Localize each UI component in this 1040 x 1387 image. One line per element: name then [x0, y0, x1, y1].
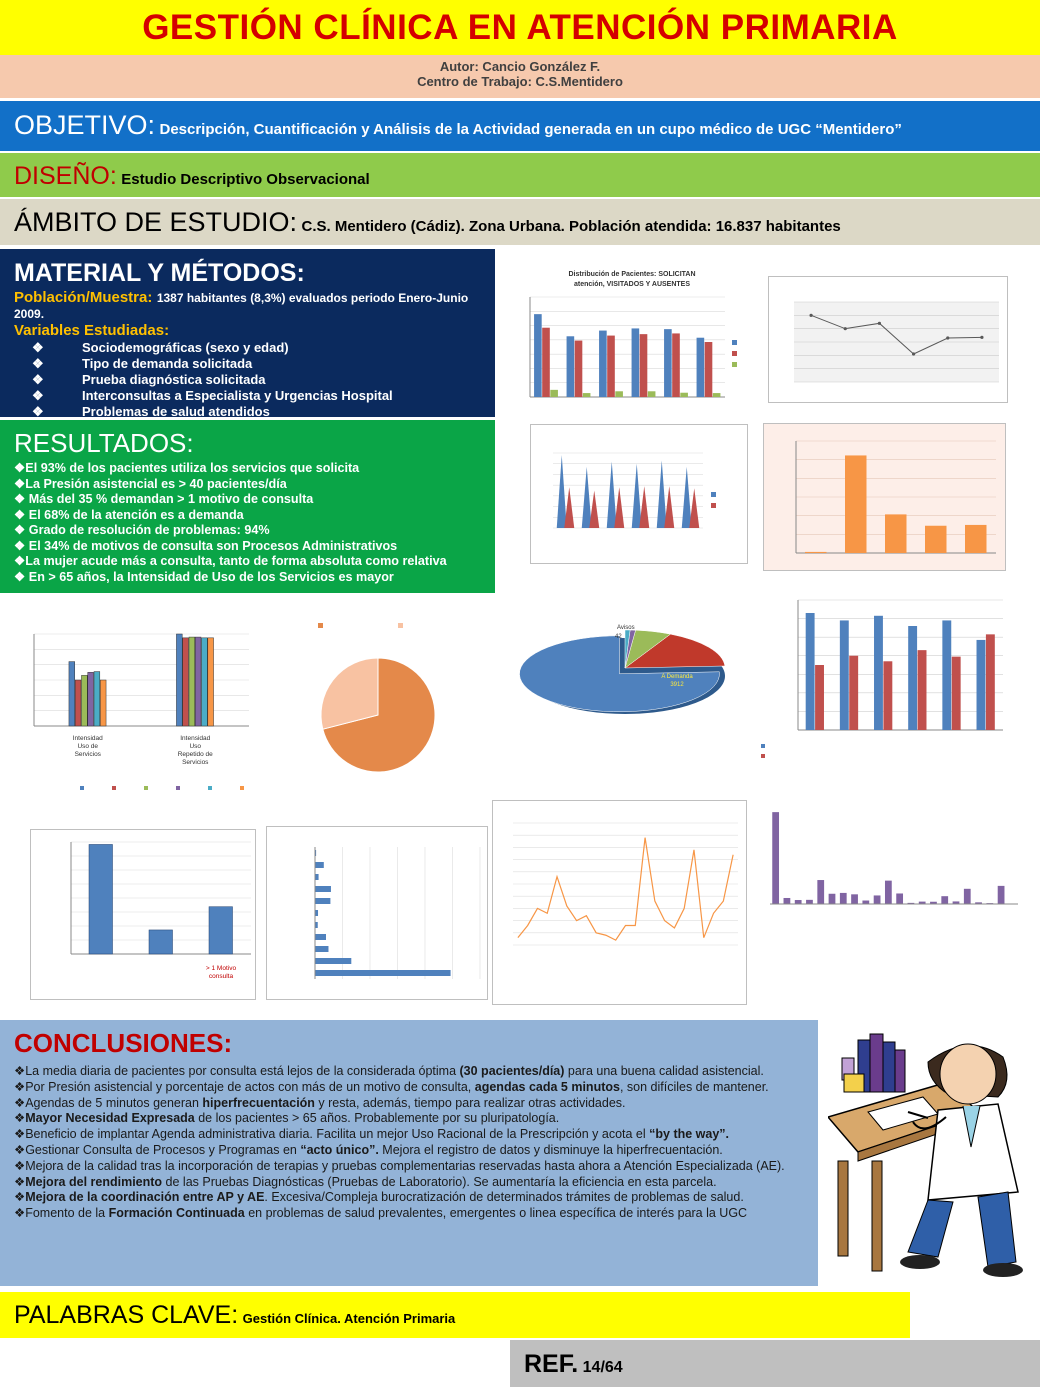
- bar: [874, 616, 883, 730]
- conclusions-heading: CONCLUSIONES:: [14, 1028, 233, 1058]
- conclusion-text: agendas cada 5 minutos: [474, 1079, 620, 1094]
- data-label: A Demanda: [661, 674, 693, 680]
- chart-motivo: [764, 787, 1021, 947]
- bar: [648, 391, 656, 397]
- list-item: ❖ Grado de resolución de problemas: 94%: [14, 523, 270, 537]
- legend-swatch: [318, 623, 323, 628]
- variable-text: Tipo de demanda solicitada: [82, 356, 253, 371]
- bar: [550, 390, 558, 397]
- variables-label: Variables Estudiadas:: [14, 322, 170, 339]
- bar: [657, 461, 667, 529]
- bar: [557, 455, 567, 528]
- conclusion-text: ❖Agendas de 5 minutos generan: [14, 1095, 203, 1110]
- list-item: [14, 388, 481, 404]
- list-item: ❖ El 68% de la atención es a demanda: [14, 507, 244, 522]
- chart-title: atención, VISITADOS Y AUSENTES: [573, 281, 691, 288]
- conclusion-text: “acto único”.: [300, 1142, 379, 1157]
- category-label: Uso: [189, 743, 202, 750]
- list-item: ❖La mujer acude más a consulta, tanto de forma absoluta como relativa: [14, 554, 447, 568]
- legend-swatch: [80, 786, 84, 790]
- methods-panel: [0, 249, 495, 417]
- methods-heading: MATERIAL Y MÉTODOS:: [14, 259, 305, 287]
- bar: [977, 640, 986, 730]
- chart-sexo: [530, 424, 748, 564]
- conclusion-text: en problemas de salud prevalentes, emergentes o linea específica de interés para la UGC: [244, 1206, 748, 1221]
- legend-swatch: [732, 362, 737, 367]
- conclusion-text: de los pacientes > 65 años. Probablemente por su pluripatología.: [194, 1111, 560, 1126]
- list-item: [14, 1206, 804, 1222]
- bar: [885, 881, 892, 904]
- list-item: ❖ En > 65 años, la Intensidad de Uso de los Servicios es mayor: [14, 569, 394, 584]
- bar: [615, 391, 623, 397]
- bar: [805, 552, 827, 553]
- variable-text: Interconsultas a Especialista y Urgencias Hospital: [82, 388, 393, 403]
- data-label: 42: [615, 634, 622, 640]
- bar: [542, 328, 550, 397]
- bar: [883, 661, 892, 730]
- bar: [998, 886, 1005, 904]
- bar: [607, 462, 617, 528]
- bar: [176, 634, 182, 726]
- bar: [614, 487, 624, 528]
- bar: [315, 874, 319, 880]
- chart-distribucion: [505, 265, 760, 415]
- conclusion-text: ❖: [14, 1174, 26, 1189]
- poster-title: GESTIÓN CLÍNICA EN ATENCIÓN PRIMARIA: [142, 8, 898, 47]
- bar: [941, 896, 948, 904]
- bar: [94, 672, 100, 726]
- bullet: ❖: [32, 340, 44, 355]
- conclusion-text: Mejora de la coordinación entre AP y AE: [25, 1190, 265, 1205]
- category-label: > 1 Motivo: [205, 965, 237, 972]
- list-item: [14, 1143, 804, 1159]
- variables-list: [14, 340, 481, 417]
- chart-uso-relativo: [758, 592, 1010, 764]
- bar: [840, 620, 849, 730]
- bar: [640, 334, 648, 397]
- bullet: ❖: [32, 388, 44, 403]
- bar: [952, 657, 961, 730]
- legend-swatch: [732, 351, 737, 356]
- conclusion-text: hiperfrecuentación: [202, 1095, 315, 1110]
- list-item: [14, 340, 481, 356]
- results-list: [14, 461, 481, 585]
- data-label: Avisos: [617, 625, 635, 631]
- results-heading: RESULTADOS:: [14, 428, 194, 458]
- data-point: [844, 327, 847, 330]
- bar: [315, 946, 328, 952]
- population-text: 1387 habitantes (8,3%) evaluados periodo Enero-Junio 2009.: [14, 291, 469, 321]
- legend-swatch: [208, 786, 212, 790]
- conclusion-text: para una buena calidad asistencial.: [564, 1064, 764, 1078]
- author-name: Autor: Cancio González F.: [439, 59, 601, 74]
- category-label: Uso de: [77, 743, 99, 750]
- conclusion-text: y resta, además, tiempo para realizar otras actividades.: [314, 1095, 626, 1110]
- bar: [829, 894, 836, 904]
- conclusion-text: Mejora del rendimiento: [25, 1174, 163, 1189]
- ref-number: 14/64: [582, 1359, 623, 1376]
- legend-swatch: [761, 754, 765, 758]
- bar: [851, 894, 858, 904]
- bar: [908, 626, 917, 730]
- category-label: consulta: [208, 973, 234, 980]
- bar: [964, 889, 971, 904]
- list-item: [14, 1064, 804, 1080]
- title-band: [0, 0, 1040, 55]
- results-panel: [0, 420, 495, 593]
- bar: [815, 665, 824, 730]
- legend-swatch: [240, 786, 244, 790]
- workplace: Centro de Trabajo: C.S.Mentidero: [417, 74, 623, 89]
- chart-edad: [763, 423, 1006, 571]
- bar: [672, 333, 680, 397]
- list-item: [14, 1096, 804, 1112]
- variable-text: Problemas de salud atendidos: [82, 404, 270, 417]
- keywords-band: [0, 1292, 910, 1338]
- chart-veces: [12, 612, 262, 799]
- conclusions-list: [14, 1064, 804, 1222]
- conclusion-text: Mayor Necesidad Expresada: [25, 1111, 195, 1126]
- list-item: [14, 404, 481, 417]
- bullet: ❖: [32, 372, 44, 387]
- conclusion-text: . Excesiva/Compleja burocratización de determinados trámites de problemas de salud.: [264, 1190, 744, 1205]
- category-label: Servicios: [74, 751, 101, 758]
- bar: [88, 672, 94, 726]
- ref-label: REF.: [524, 1350, 579, 1378]
- bullet: ❖: [32, 356, 44, 371]
- category-label: Intensidad: [180, 735, 211, 742]
- bar: [100, 680, 106, 726]
- conclusion-text: ❖: [14, 1111, 26, 1126]
- list-item: [14, 1111, 804, 1127]
- bar: [315, 958, 351, 964]
- doctor-illustration: [828, 1022, 1038, 1287]
- data-point: [980, 336, 983, 339]
- bar: [965, 525, 987, 553]
- bar: [202, 638, 208, 726]
- bar: [849, 656, 858, 730]
- conclusion-text: ❖La media diaria de pacientes por consulta está lejos de la considerada óptima: [14, 1064, 460, 1078]
- scope-text: C.S. Mentidero (Cádiz). Zona Urbana. Población atendida: 16.837 habitantes: [301, 218, 841, 235]
- list-item: [14, 372, 481, 388]
- design-band: [0, 153, 1040, 197]
- list-item: ❖ Más del 35 % demandan > 1 motivo de consulta: [14, 492, 314, 506]
- series-line: [518, 838, 733, 940]
- bar: [183, 638, 189, 726]
- list-item: [14, 1175, 804, 1191]
- bar: [942, 620, 951, 730]
- bar: [315, 862, 324, 868]
- conclusion-text: ❖Fomento de la: [14, 1206, 109, 1221]
- objective-label: OBJETIVO:: [14, 110, 156, 140]
- conclusion-text: ❖Mejora de la calidad tras la incorporación de terapias y pruebas complementarias reservadas hasta ahora a Atención Especializada (AE).: [14, 1158, 785, 1173]
- keywords-label: PALABRAS CLAVE:: [14, 1301, 239, 1329]
- bar: [209, 907, 233, 954]
- bar: [772, 812, 779, 904]
- bar: [885, 514, 907, 553]
- bar: [564, 487, 574, 528]
- legend-swatch: [711, 492, 716, 497]
- legend-swatch: [398, 623, 403, 628]
- bar: [918, 650, 927, 730]
- conclusion-text: de las Pruebas Diagnósticas (Pruebas de Laboratorio). Se aumentaría la eficiencia en esta parcela.: [162, 1174, 717, 1189]
- bar: [534, 314, 542, 397]
- bar: [575, 341, 583, 397]
- data-point: [912, 352, 915, 355]
- bar: [896, 893, 903, 904]
- data-point: [946, 336, 949, 339]
- bar: [874, 895, 881, 904]
- category-label: Repetido de: [177, 751, 213, 758]
- data-label: 3912: [670, 682, 684, 688]
- conclusion-text: (30 pacientes/día): [459, 1064, 565, 1078]
- conclusions-panel: [0, 1020, 818, 1286]
- bar: [840, 893, 847, 904]
- legend-swatch: [144, 786, 148, 790]
- bar: [784, 898, 791, 904]
- list-item: [14, 356, 481, 372]
- chart-demanda: [505, 620, 750, 725]
- design-text: Estudio Descriptivo Observacional: [121, 171, 370, 188]
- scope-label: ÁMBITO DE ESTUDIO:: [14, 207, 298, 237]
- variable-text: Sociodemográficas (sexo y edad): [82, 340, 289, 355]
- bar: [697, 338, 705, 397]
- bar: [582, 467, 592, 528]
- legend-swatch: [711, 503, 716, 508]
- legend-swatch: [761, 744, 765, 748]
- bar: [664, 329, 672, 397]
- bar: [69, 662, 75, 726]
- list-item: [14, 1159, 804, 1175]
- bar: [315, 898, 330, 904]
- conclusion-text: ❖Gestionar Consulta de Procesos y Programas en: [14, 1142, 301, 1157]
- bar: [862, 901, 869, 904]
- bar: [806, 613, 815, 730]
- bar: [599, 331, 607, 397]
- bar: [208, 638, 214, 726]
- data-point: [809, 314, 812, 317]
- bar: [632, 328, 640, 397]
- bullet: ❖: [32, 404, 44, 417]
- author-band: [0, 55, 1040, 98]
- keywords-text: Gestión Clínica. Atención Primaria: [242, 1311, 456, 1326]
- bar: [189, 637, 195, 726]
- population-label: Población/Muestra:: [14, 289, 153, 306]
- bar: [705, 342, 713, 397]
- bar: [315, 934, 326, 940]
- bar: [567, 336, 575, 397]
- legend-swatch: [176, 786, 180, 790]
- bar: [682, 467, 692, 528]
- bar: [795, 900, 802, 904]
- chart-pruebas: [266, 826, 488, 1000]
- chart-tipo-cita: [30, 829, 256, 1000]
- conclusion-text: ❖: [14, 1190, 26, 1205]
- bar: [680, 393, 688, 397]
- list-item: [14, 1080, 804, 1096]
- bar: [925, 526, 947, 553]
- chart-presion: [768, 276, 1008, 403]
- objective-text: Descripción, Cuantificación y Análisis de la Actividad generada en un cupo médico de UGC “Mentidero”: [159, 121, 902, 138]
- category-label: Intensidad: [72, 735, 103, 742]
- bar: [195, 637, 201, 726]
- design-label: DISEÑO:: [14, 162, 117, 190]
- bar: [713, 393, 721, 397]
- variable-text: Prueba diagnóstica solicitada: [82, 372, 266, 387]
- bar: [89, 844, 113, 954]
- bar: [664, 486, 674, 528]
- chart-title: Distribución de Pacientes: SOLICITAN: [568, 271, 696, 278]
- list-item: ❖La Presión asistencial es > 40 pacientes/día: [14, 476, 287, 491]
- list-item: [14, 1127, 804, 1143]
- bar: [315, 970, 451, 976]
- chart-atendidos: [310, 605, 470, 780]
- legend-swatch: [732, 340, 737, 345]
- bar: [75, 680, 81, 726]
- bar: [806, 900, 813, 904]
- list-item: ❖El 93% de los pacientes utiliza los servicios que solicita: [14, 461, 360, 475]
- objective-band: [0, 101, 1040, 151]
- conclusion-text: ❖Beneficio de implantar Agenda administrativa diaria. Facilita un mejor Uso Racional de la Prescripción y acota el: [14, 1127, 650, 1142]
- bar: [149, 930, 173, 954]
- list-item: ❖ El 34% de motivos de consulta son Procesos Administrativos: [14, 538, 398, 553]
- chart-interconsultas: [492, 800, 747, 1005]
- list-item: [14, 1190, 804, 1206]
- bar: [315, 886, 331, 892]
- bar: [817, 880, 824, 904]
- conclusion-text: Formación Continuada: [108, 1206, 245, 1221]
- bar: [689, 488, 699, 528]
- conclusion-text: , son difíciles de mantener.: [619, 1079, 769, 1094]
- bar: [986, 634, 995, 730]
- data-point: [878, 322, 881, 325]
- bar: [639, 486, 649, 528]
- bar: [845, 455, 867, 553]
- reference-band: [510, 1340, 1040, 1387]
- scope-band: [0, 199, 1040, 245]
- bar: [607, 336, 615, 397]
- category-label: Servicios: [182, 759, 209, 766]
- bar: [583, 393, 591, 397]
- conclusion-text: Mejora el registro de datos y disminuye la hiperfrecuentación.: [378, 1142, 723, 1157]
- bar: [81, 675, 87, 726]
- conclusion-text: “by the way”.: [649, 1127, 730, 1142]
- legend-swatch: [112, 786, 116, 790]
- conclusion-text: ❖Por Presión asistencial y porcentaje de actos con más de un motivo de consulta,: [14, 1079, 475, 1094]
